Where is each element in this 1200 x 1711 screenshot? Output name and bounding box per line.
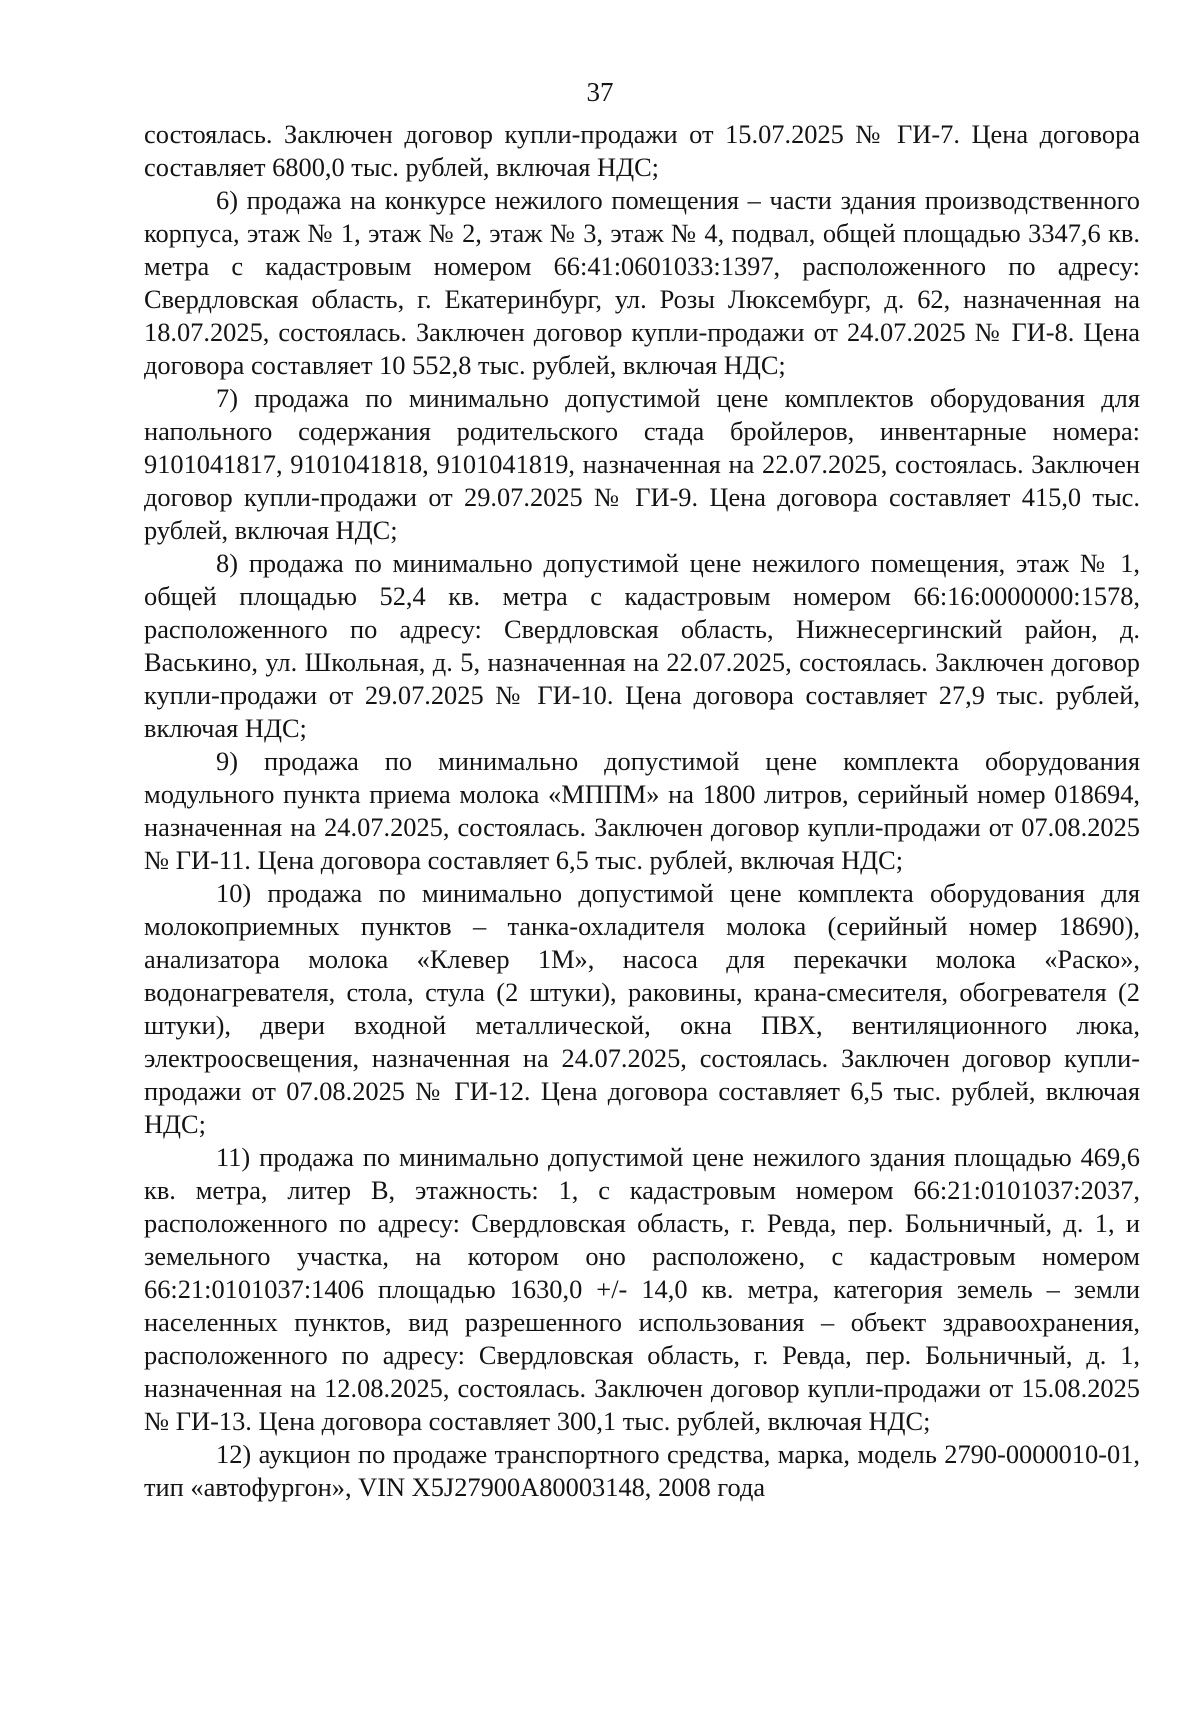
paragraph-item-7: 7) продажа по минимально допустимой цене комплектов оборудования для напольного содержания родительского стада бройлеров, инвентарные номера: 9101041817, 9101041818, 9101041819, назначенная на 22.07.2025, состоялась. Заключен договор купли-продажи от 29.07.2025 № ГИ-9. Цена договора составляет 415,0 тыс. рублей, включая НДС; xyxy=(144,383,1140,545)
page-number: 37 xyxy=(586,77,614,107)
paragraph-item-9: 9) продажа по минимально допустимой цене комплекта оборудования модульного пункта приема молока «МППМ» на 1800 литров, серийный номер 018694, назначенная на 24.07.2025, состоялась. Заключен договор купли-продажи от 07.08.2025 № ГИ-11. Цена договора составляет 6,5 тыс. рублей, включая НДС; xyxy=(144,746,1140,875)
paragraph-item-8: 8) продажа по минимально допустимой цене нежилого помещения, этаж № 1, общей площадью 52,4 кв. метра с кадастровым номером 66:16:0000000:1578, расположенного по адресу: Свердловская область, Нижнесергинский район, д. Васькино, ул. Школьная, д. 5, назначенная на 22.07.2025, состоялась. Заключен договор купли-продажи от 29.07.2025 № ГИ-10. Цена договора составляет 27,9 тыс. рублей, включая НДС; xyxy=(144,548,1140,743)
paragraph-item-12: 12) аукцион по продаже транспортного средства, марка, модель 2790-0000010-01, тип «автофургон», VIN X5J27900A80003148, 2008 года xyxy=(144,1439,1140,1502)
document-body xyxy=(144,118,1140,1504)
paragraph-continuation: состоялась. Заключен договор купли-продажи от 15.07.2025 № ГИ-7. Цена договора составляет 6800,0 тыс. рублей, включая НДС; xyxy=(144,119,1140,182)
paragraph-item-11: 11) продажа по минимально допустимой цене нежилого здания площадью 469,6 кв. метра, литер В, этажность: 1, с кадастровым номером 66:21:0101037:2037, расположенного по адресу: Свердловская область, г. Ревда, пер. Больничный, д. 1, и земельного участка, на котором оно расположено, с кадастровым номером 66:21:0101037:1406 площадью 1630,0 +/- 14,0 кв. метра, категория земель – земли населенных пунктов, вид разрешенного использования – объект здравоохранения, расположенного по адресу: Свердловская область, г. Ревда, пер. Больничный, д. 1, назначенная на 12.08.2025, состоялась. Заключен договор купли-продажи от 15.08.2025 № ГИ-13. Цена договора составляет 300,1 тыс. рублей, включая НДС; xyxy=(144,1142,1140,1436)
paragraph-item-10: 10) продажа по минимально допустимой цене комплекта оборудования для молокоприемных пунктов – танка-охладителя молока (серийный номер 18690), анализатора молока «Клевер 1М», насоса для перекачки молока «Раско», водонагревателя, стола, стула (2 штуки), раковины, крана-смесителя, обогревателя (2 штуки), двери входной металлической, окна ПВХ, вентиляционного люка, электроосвещения, назначенная на 24.07.2025, состоялась. Заключен договор купли-продажи от 07.08.2025 № ГИ-12. Цена договора составляет 6,5 тыс. рублей, включая НДС; xyxy=(144,878,1140,1139)
paragraph-item-6: 6) продажа на конкурсе нежилого помещения – части здания производственного корпуса, этаж № 1, этаж № 2, этаж № 3, этаж № 4, подвал, общей площадью 3347,6 кв. метра с кадастровым номером 66:41:0601033:1397, расположенного по адресу: Свердловская область, г. Екатеринбург, ул. Розы Люксембург, д. 62, назначенная на 18.07.2025, состоялась. Заключен договор купли-продажи от 24.07.2025 № ГИ-8. Цена договора составляет 10 552,8 тыс. рублей, включая НДС; xyxy=(144,185,1140,380)
